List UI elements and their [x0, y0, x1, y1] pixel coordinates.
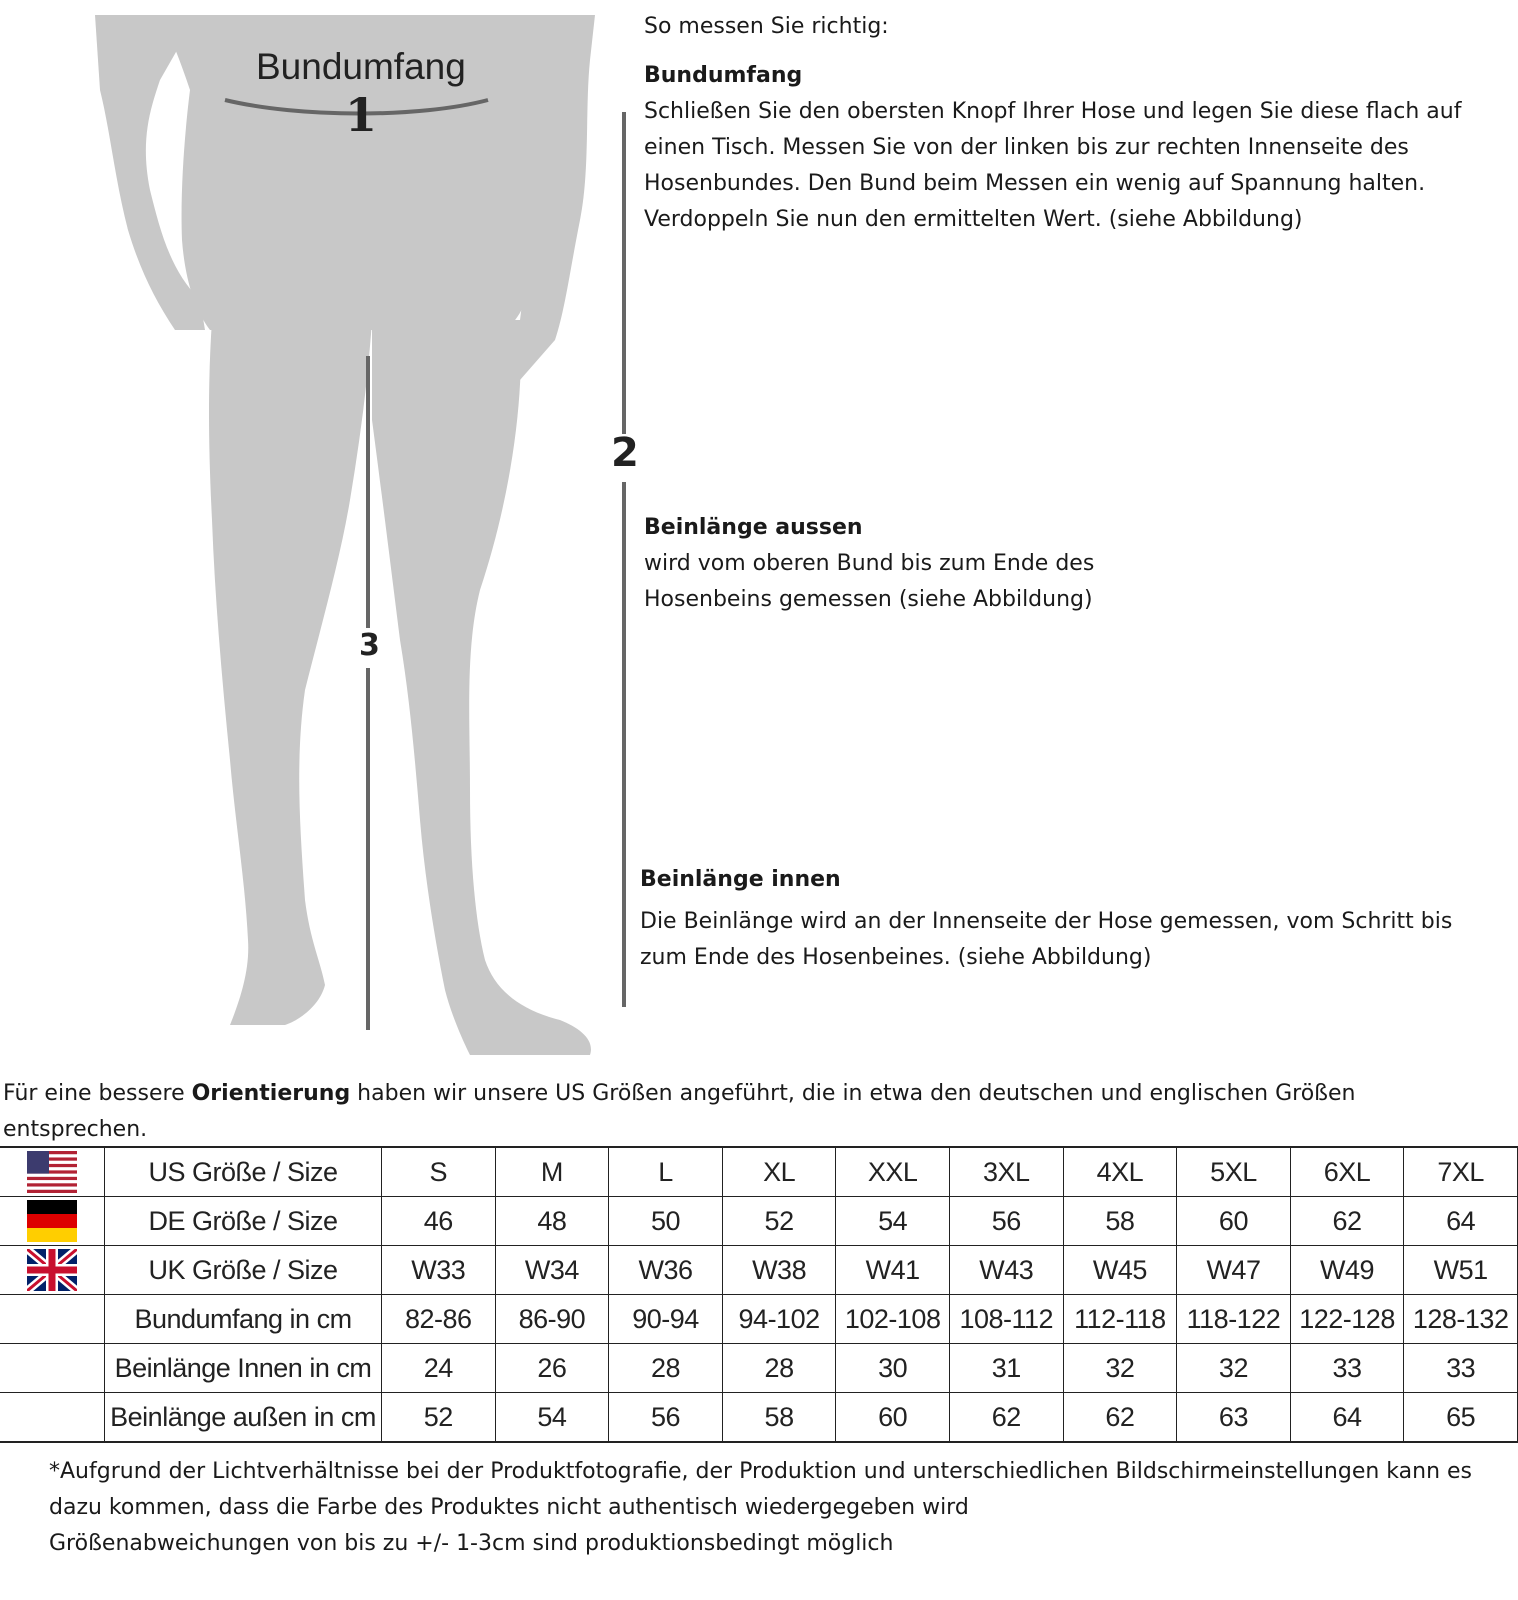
table-cell: 64 [1290, 1393, 1404, 1443]
table-cell: 94-102 [722, 1295, 836, 1344]
table-cell: 48 [495, 1197, 609, 1246]
table-cell: 60 [1177, 1197, 1291, 1246]
table-row [0, 1246, 1518, 1295]
table-cell: 6XL [1290, 1147, 1404, 1197]
section-line: Schließen Sie den obersten Knopf Ihrer Hose und legen Sie diese flach auf [644, 99, 1462, 124]
table-row [0, 1197, 1518, 1246]
table-cell: 60 [836, 1393, 950, 1443]
outseam-line-top [622, 112, 626, 434]
outseam-line-bottom [622, 482, 626, 1007]
section-line: Die Beinlänge wird an der Innenseite der Hose gemessen, vom Schritt bis [640, 909, 1453, 934]
inseam-line-bottom [366, 668, 370, 1030]
table-cell: W33 [382, 1246, 496, 1295]
table-cell: W47 [1177, 1246, 1291, 1295]
table-cell: 108-112 [949, 1295, 1063, 1344]
us-flag-icon [0, 1147, 105, 1197]
body-silhouette-icon [0, 0, 620, 1070]
table-cell: 50 [609, 1197, 723, 1246]
table-row [0, 1344, 1518, 1393]
table-cell: 122-128 [1290, 1295, 1404, 1344]
table-cell: W51 [1404, 1246, 1518, 1295]
table-cell: 90-94 [609, 1295, 723, 1344]
table-row [0, 1147, 1518, 1197]
table-cell: 28 [722, 1344, 836, 1393]
table-cell: 82-86 [382, 1295, 496, 1344]
footnote-line: dazu kommen, dass die Farbe des Produktes nicht authentisch wiedergegeben wird [49, 1495, 969, 1520]
orientation-note [3, 1076, 1503, 1148]
table-cell: 62 [1063, 1393, 1177, 1443]
table-cell: W45 [1063, 1246, 1177, 1295]
table-cell: 33 [1290, 1344, 1404, 1393]
row-label: Bundumfang in cm [105, 1295, 382, 1344]
de-flag-icon [0, 1197, 105, 1246]
uk-flag-icon [0, 1246, 105, 1295]
section-line: Hosenbeins gemessen (siehe Abbildung) [644, 587, 1093, 612]
table-cell: 30 [836, 1344, 950, 1393]
section-outseam [644, 510, 1504, 618]
orientation-text-before: Für eine bessere [3, 1081, 192, 1106]
table-cell: 32 [1063, 1344, 1177, 1393]
table-cell: 46 [382, 1197, 496, 1246]
row-label: Beinlänge außen in cm [105, 1393, 382, 1443]
table-cell: 63 [1177, 1393, 1291, 1443]
table-cell: W41 [836, 1246, 950, 1295]
footnote-line: Größenabweichungen von bis zu +/- 1-3cm sind produktionsbedingt möglich [49, 1531, 894, 1556]
empty-flag-cell [0, 1344, 105, 1393]
table-cell: 52 [382, 1393, 496, 1443]
table-cell: 54 [495, 1393, 609, 1443]
table-cell: W34 [495, 1246, 609, 1295]
table-cell: 102-108 [836, 1295, 950, 1344]
section-line: Verdoppeln Sie nun den ermittelten Wert. (siehe Abbildung) [644, 207, 1303, 232]
section-heading: Bundumfang [644, 63, 803, 88]
table-cell: 26 [495, 1344, 609, 1393]
table-cell: 4XL [1063, 1147, 1177, 1197]
table-cell: M [495, 1147, 609, 1197]
footnote [49, 1454, 1509, 1562]
empty-flag-cell [0, 1393, 105, 1443]
table-cell: 62 [949, 1393, 1063, 1443]
table-cell: 54 [836, 1197, 950, 1246]
section-line: einen Tisch. Messen Sie von der linken bis zur rechten Innenseite des [644, 135, 1409, 160]
row-label: UK Größe / Size [105, 1246, 382, 1295]
table-cell: L [609, 1147, 723, 1197]
footnote-line: *Aufgrund der Lichtverhältnisse bei der Produktfotografie, der Produktion und unterschiedlichen Bildschirmeinstellungen kann es [49, 1459, 1472, 1484]
table-row [0, 1295, 1518, 1344]
table-cell: 7XL [1404, 1147, 1518, 1197]
section-line: zum Ende des Hosenbeines. (siehe Abbildung) [640, 945, 1152, 970]
table-cell: 62 [1290, 1197, 1404, 1246]
table-cell: W49 [1290, 1246, 1404, 1295]
table-cell: 112-118 [1063, 1295, 1177, 1344]
section-heading: Beinlänge aussen [644, 515, 863, 540]
table-cell: 86-90 [495, 1295, 609, 1344]
marker-outseam: 2 [611, 430, 639, 476]
orientation-text-after: haben wir unsere US Größen angeführt, die in etwa den deutschen und englischen Größen entsprechen. [3, 1081, 1356, 1142]
section-line: wird vom oberen Bund bis zum Ende des [644, 551, 1095, 576]
table-cell: 56 [609, 1393, 723, 1443]
size-table [0, 1146, 1518, 1443]
section-line: Hosenbundes. Den Bund beim Messen ein wenig auf Spannung halten. [644, 171, 1426, 196]
table-cell: 58 [722, 1393, 836, 1443]
table-cell: 3XL [949, 1147, 1063, 1197]
table-cell: 128-132 [1404, 1295, 1518, 1344]
instructions-intro: So messen Sie richtig: [644, 14, 889, 39]
measurement-figure [0, 0, 639, 1070]
table-cell: W43 [949, 1246, 1063, 1295]
table-cell: 58 [1063, 1197, 1177, 1246]
empty-flag-cell [0, 1295, 105, 1344]
table-cell: 33 [1404, 1344, 1518, 1393]
table-cell: 5XL [1177, 1147, 1291, 1197]
section-inseam [640, 862, 1500, 976]
table-cell: 56 [949, 1197, 1063, 1246]
table-cell: 52 [722, 1197, 836, 1246]
waist-label: Bundumfang [256, 46, 466, 87]
table-cell: 65 [1404, 1393, 1518, 1443]
table-cell: 118-122 [1177, 1295, 1291, 1344]
row-label: DE Größe / Size [105, 1197, 382, 1246]
table-cell: W38 [722, 1246, 836, 1295]
inseam-line-top [366, 356, 370, 628]
table-cell: XXL [836, 1147, 950, 1197]
marker-inseam: 3 [359, 628, 380, 663]
table-cell: 64 [1404, 1197, 1518, 1246]
orientation-text-bold: Orientierung [191, 1081, 351, 1106]
section-heading: Beinlänge innen [640, 867, 841, 892]
table-cell: 31 [949, 1344, 1063, 1393]
row-label: Beinlänge Innen in cm [105, 1344, 382, 1393]
size-table-wrapper [0, 1146, 1518, 1443]
row-label: US Größe / Size [105, 1147, 382, 1197]
table-cell: XL [722, 1147, 836, 1197]
table-cell: W36 [609, 1246, 723, 1295]
section-waist [644, 58, 1504, 238]
table-cell: 24 [382, 1344, 496, 1393]
table-cell: 28 [609, 1344, 723, 1393]
marker-waist: 1 [345, 88, 378, 142]
table-cell: S [382, 1147, 496, 1197]
table-cell: 32 [1177, 1344, 1291, 1393]
table-row [0, 1393, 1518, 1443]
